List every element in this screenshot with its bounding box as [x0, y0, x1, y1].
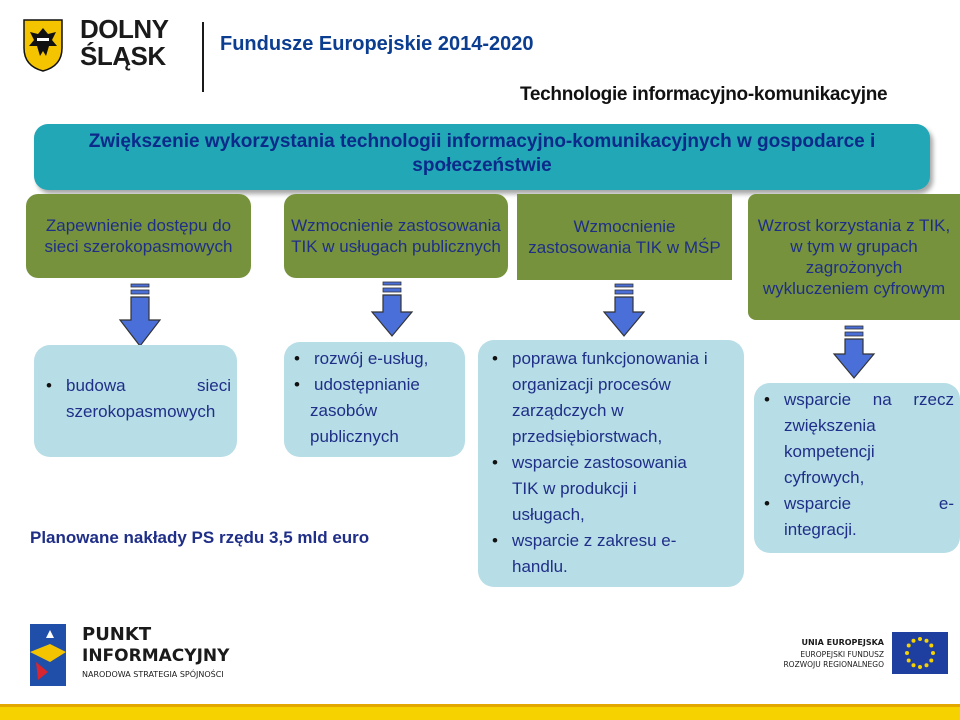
eu-fund-logo: [780, 632, 950, 682]
action-text: poprawa funkcjonowania i: [512, 349, 708, 368]
header-divider: [202, 22, 204, 92]
brand-name: [80, 16, 190, 69]
down-arrow-icon: [832, 324, 876, 380]
action-text: udostępnianie: [314, 375, 420, 394]
nss-emblem-icon: [26, 622, 70, 688]
list-item: [288, 346, 459, 372]
goal-box-sme: [517, 194, 732, 280]
pi-line-2: INFORMACYJNY: [82, 646, 230, 666]
action-text: wsparcie zastosowania: [512, 453, 687, 472]
goal-text: Wzrost korzystania z TIK, w tym w grupach zagrożonych wykluczeniem cyfrowym: [757, 216, 951, 298]
eu-line-3: ROZWOJU REGIONALNEGO: [783, 660, 884, 669]
goal-box-digital-inclusion: [748, 194, 960, 320]
action-text: integracji.: [784, 520, 857, 539]
list-item: [486, 346, 736, 372]
action-text: organizacji procesów: [512, 375, 671, 394]
action-text: • wsparcie: [784, 390, 852, 409]
action-text: TIK w produkcji i: [512, 479, 637, 498]
action-text: zasobów: [310, 401, 378, 420]
pi-line-1: PUNKT: [82, 624, 152, 645]
action-box-public-services: [284, 342, 465, 457]
action-text: cyfrowych,: [784, 468, 865, 487]
action-text: kompetencji: [784, 442, 875, 461]
list-item: [758, 387, 954, 413]
goal-box-public-services: [284, 194, 508, 278]
list-item: [40, 373, 231, 399]
action-text: szerokopasmowych: [66, 402, 216, 421]
action-text: przedsiębiorstwach,: [512, 427, 663, 446]
pi-line-3: NARODOWA STRATEGIA SPÓJNOŚCI: [82, 670, 224, 679]
list-item: [486, 528, 736, 554]
down-arrow-icon: [370, 280, 414, 338]
footer-color-bar: [0, 704, 960, 720]
action-text: zwiększenia: [784, 416, 876, 435]
brand-line-1: DOLNY: [80, 14, 169, 44]
planned-budget-note: Planowane nakłady PS rzędu 3,5 mld euro: [30, 528, 370, 547]
slide-subtitle: Technologie informacyjno-komunikacyjne: [520, 84, 888, 105]
list-item: [288, 372, 459, 398]
action-text: rozwój e-usług,: [314, 349, 429, 368]
action-box-broadband: [34, 345, 237, 457]
eu-line-2: EUROPEJSKI FUNDUSZ: [800, 650, 884, 659]
brand-line-2: ŚLĄSK: [80, 41, 166, 71]
punkt-informacyjny-logo: [26, 618, 236, 690]
action-text: • budowa: [66, 376, 126, 395]
program-title: Fundusze Europejskie 2014-2020: [220, 33, 534, 55]
goal-text: Wzmocnienie zastosowania TIK w MŚP: [528, 217, 721, 257]
goal-box-broadband: [26, 194, 251, 278]
action-box-sme: [478, 340, 744, 587]
action-text: handlu.: [512, 557, 568, 576]
action-text: publicznych: [310, 427, 399, 446]
dolny-slask-crest-logo: [22, 18, 64, 72]
action-text: e-: [938, 494, 954, 513]
goal-text: Zapewnienie dostępu do sieci szerokopasmowych: [44, 216, 233, 256]
eu-flag-icon: [892, 632, 948, 674]
action-text: zarządczych w: [512, 401, 624, 420]
action-text: na: [872, 390, 892, 409]
action-text: wsparcie z zakresu e-: [512, 531, 677, 550]
down-arrow-icon: [602, 282, 646, 338]
list-item: [758, 491, 954, 517]
action-text: sieci: [196, 376, 231, 395]
action-text: rzecz: [913, 390, 954, 409]
main-goal-text: Zwiększenie wykorzystania technologii informacyjno-komunikacyjnych w gospodarce i społeczeństwie: [88, 131, 876, 176]
action-text: usługach,: [512, 505, 585, 524]
eu-line-1: UNIA EUROPEJSKA: [801, 638, 884, 647]
list-item: [486, 450, 736, 476]
goal-text: Wzmocnienie zastosowania TIK w usługach publicznych: [291, 216, 501, 256]
down-arrow-icon: [118, 282, 162, 348]
action-text: • wsparcie: [784, 494, 852, 513]
action-box-digital-inclusion: [754, 383, 960, 553]
